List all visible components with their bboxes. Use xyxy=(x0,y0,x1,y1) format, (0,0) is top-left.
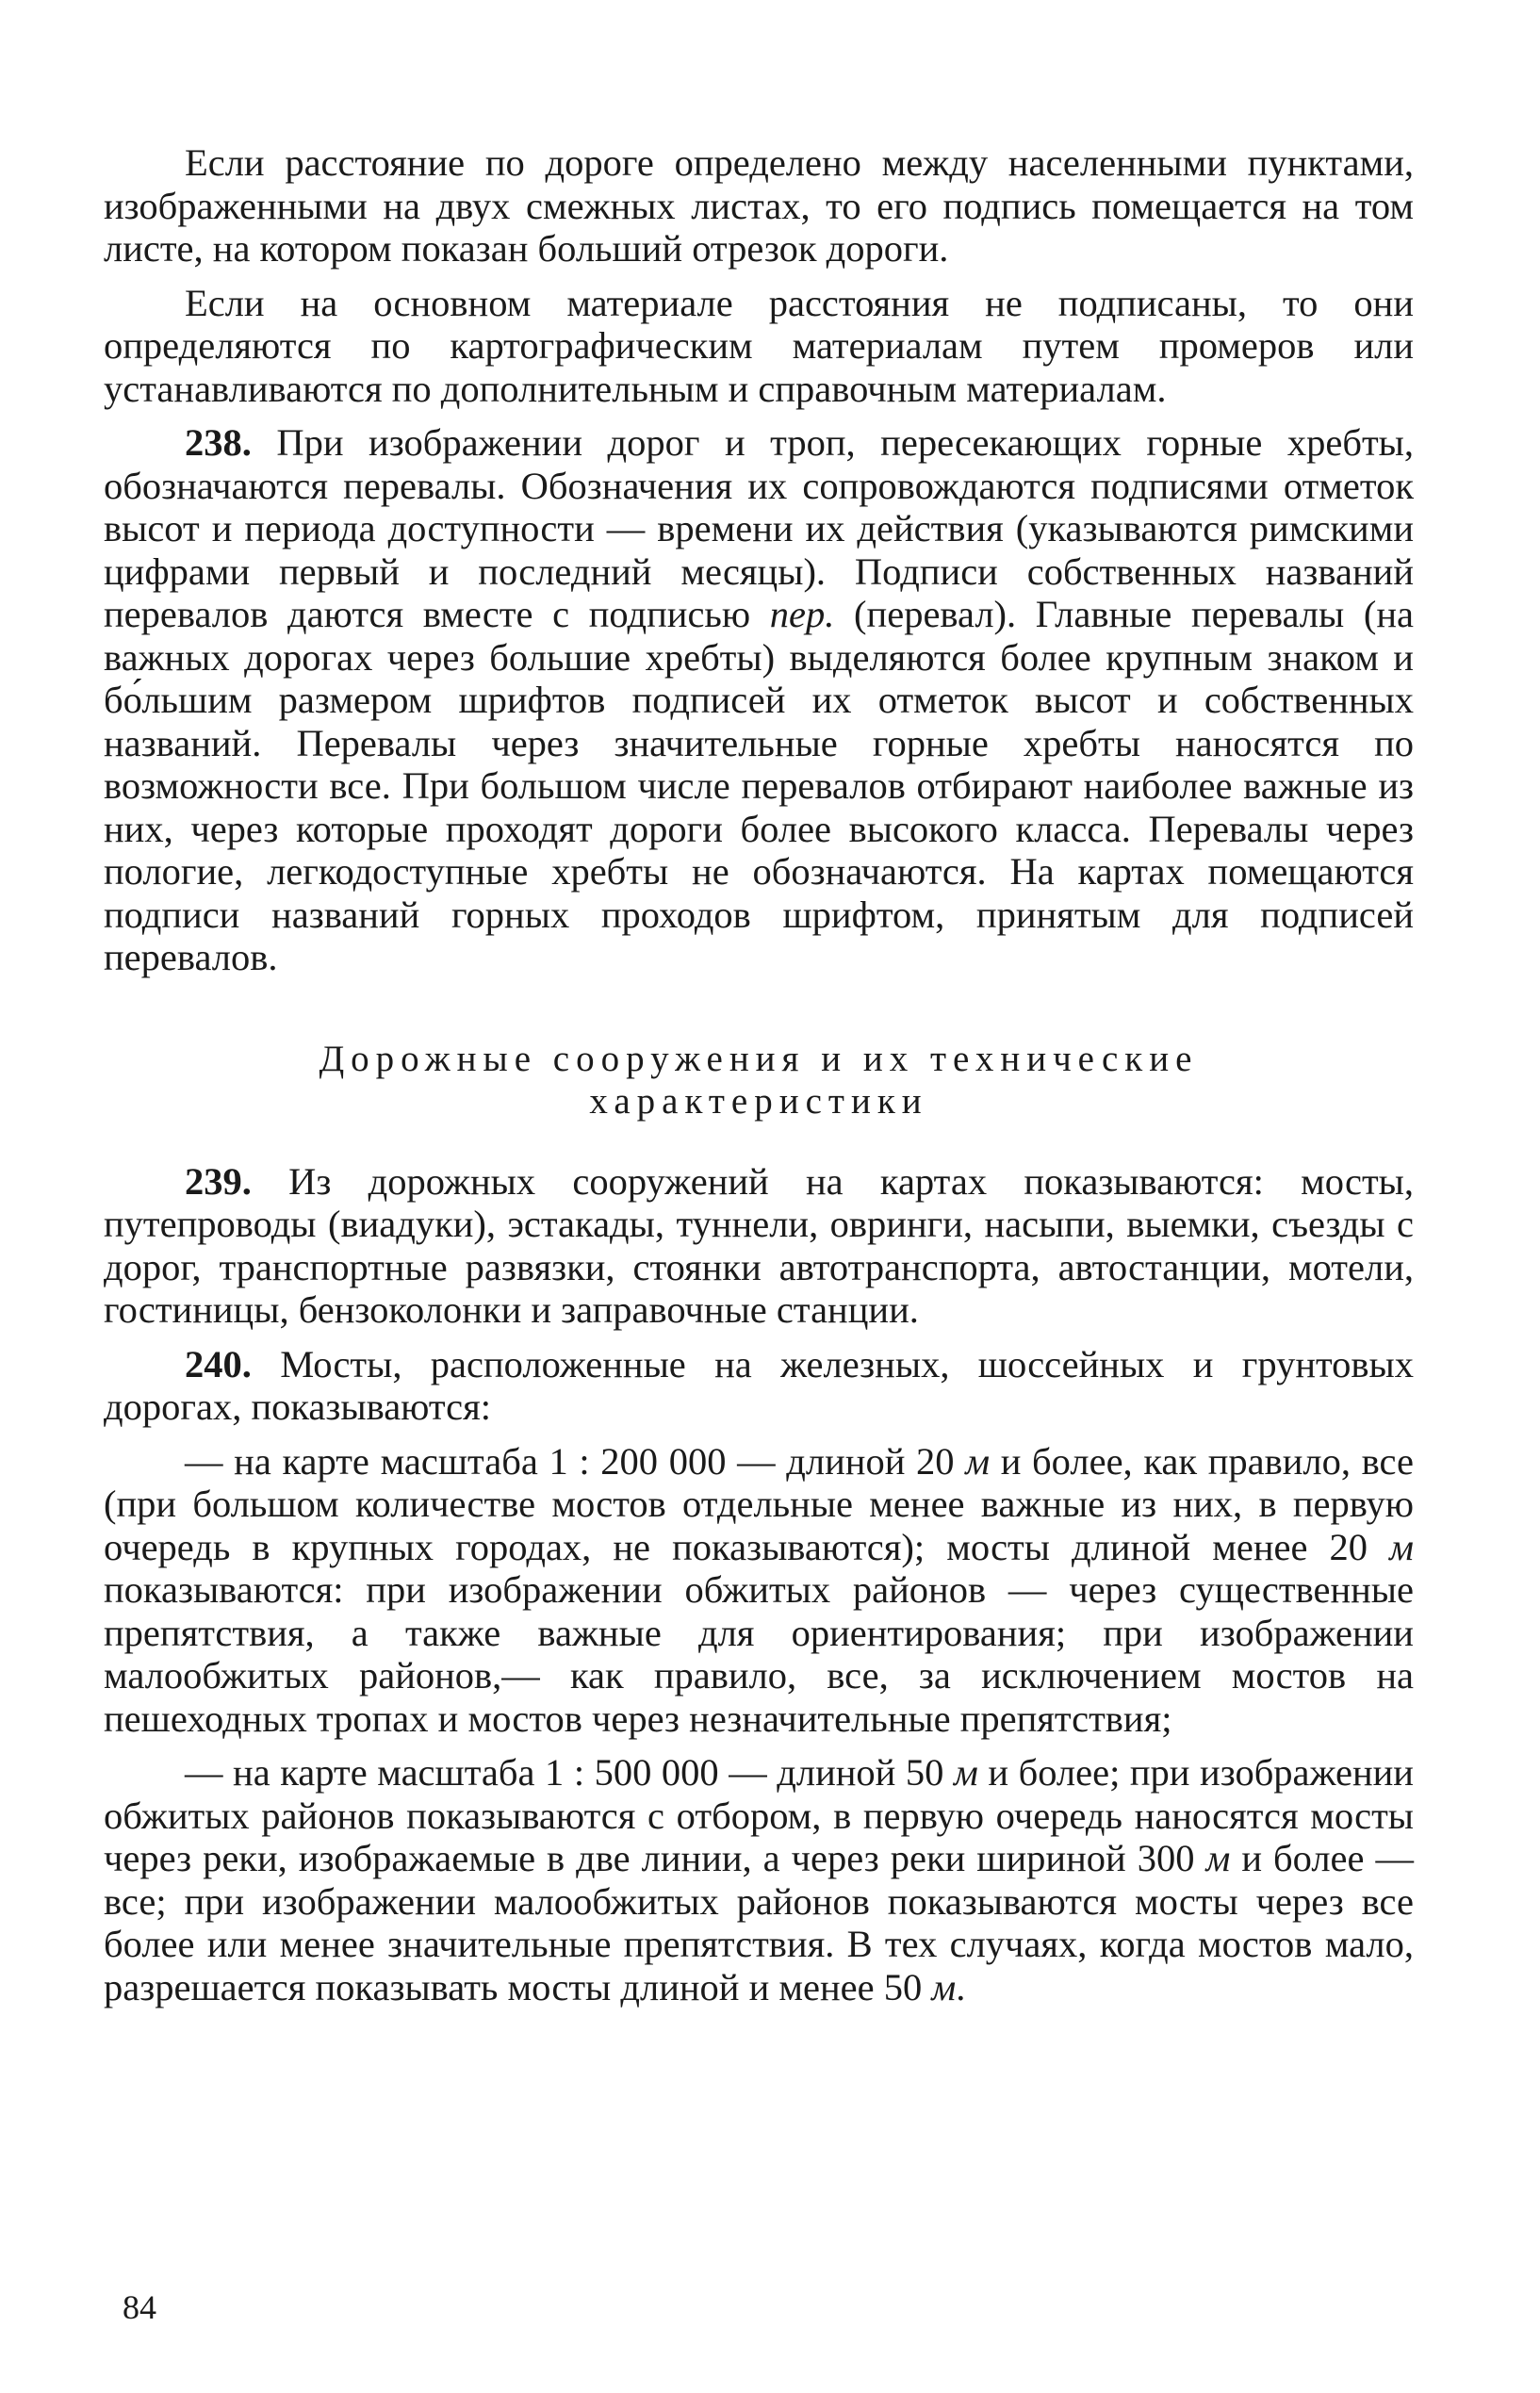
list-item-text: — на карте масштаба 1 : 200 000 — длиной 20 xyxy=(185,1439,966,1483)
paragraph-distance-not-signed: Если на основном материале расстояния не подписаны, то они определяются по картографическим материалам путем промеров или устанавливаются по дополнительным и справочным материалам. xyxy=(104,281,1414,410)
section-heading-line-1: Дорожные сооружения и их технические xyxy=(319,1038,1199,1079)
list-item-text: и более, как правило, все (при большом количестве мостов отдельные менее важные из них, в первую очередь в крупных городах, не показываются); мосты длиной менее 20 xyxy=(104,1439,1414,1568)
unit-label: м xyxy=(1389,1525,1414,1568)
list-item-scale-200000 xyxy=(104,1440,1414,1741)
unit-label: м xyxy=(953,1751,978,1794)
unit-label: м xyxy=(1205,1837,1231,1879)
paragraph-number: 240. xyxy=(185,1342,252,1385)
list-item-text: и более; при изображении обжитых районов показываются с отбором, в первую очередь наносятся мосты через реки, изображаемые в две линии, а через реки шириной 300 xyxy=(104,1751,1414,1879)
page-body xyxy=(104,141,1414,2008)
list-item-text: — на карте масштаба 1 : 500 000 — длиной 50 xyxy=(185,1751,954,1794)
paragraph-238 xyxy=(104,421,1414,979)
paragraph-number: 239. xyxy=(185,1159,252,1203)
paragraph-text: Из дорожных сооружений на картах показываются: мосты, путепроводы (виадуки), эстакады, туннели, овринги, насыпи, выемки, съезды с дорог, транспортные развязки, стоянки автотранспорта, автостанции, мотели, гостиницы, бензоколонки и заправочные станции. xyxy=(104,1159,1414,1331)
paragraph-text: Мосты, расположенные на железных, шоссейных и грунтовых дорогах, показываются: xyxy=(104,1342,1414,1428)
paragraph-239 xyxy=(104,1160,1414,1332)
paragraph-distance-between-sheets: Если расстояние по дороге определено между населенными пунктами, изображенными на двух смежных листах, то его подпись помещается на том листе, на котором показан больший отрезок дороги. xyxy=(104,141,1414,270)
paragraph-text: При изображении дорог и троп, пересекающих горные хребты, обозначаются перевалы. Обозначения их сопровождаются подписями отметок высот и периода доступности — времени их действия (указываются римскими цифрами первый и последний месяцы). Подписи собственных названий перевалов даются вместе с подписью xyxy=(104,421,1414,635)
list-item-text: и более — все; при изображении малообжитых районов показываются мосты через все более или менее значительные препятствия. В тех случаях, когда мостов мало, разрешается показывать мосты длиной и менее 50 xyxy=(104,1837,1414,2008)
italic-abbreviation: пер. xyxy=(769,593,835,635)
paragraph-240 xyxy=(104,1343,1414,1429)
list-item-scale-500000 xyxy=(104,1751,1414,2008)
paragraph-number: 238. xyxy=(185,421,252,464)
section-heading xyxy=(104,1038,1414,1123)
paragraph-text: (перевал). Главные перевалы (на важных дорогах через большие хребты) выделяются более крупным знаком и бо́льшим размером шрифтов подписей их отметок высот и собственных названий. Перевалы через значительные горные хребты наносятся по возможности все. При большом числе перевалов отбирают наиболее важные из них, через которые проходят дороги более высокого класса. Перевалы через пологие, легкодоступные хребты не обозначаются. На картах помещаются подписи названий горных проходов шрифтом, принятым для подписей перевалов. xyxy=(104,593,1414,978)
section-heading-line-2: характеристики xyxy=(589,1080,928,1122)
list-item-text: показываются: при изображении обжитых районов — через существенные препятствия, а также важные для ориентирования; при изображении малообжитых районов,— как правило, все, за исключением мостов на пешеходных тропах и мостов через незначительные препятствия; xyxy=(104,1568,1414,1740)
unit-label: м xyxy=(931,1965,957,2008)
list-item-text: . xyxy=(956,1965,966,2008)
unit-label: м xyxy=(965,1439,991,1483)
page-number: 84 xyxy=(123,2288,156,2326)
